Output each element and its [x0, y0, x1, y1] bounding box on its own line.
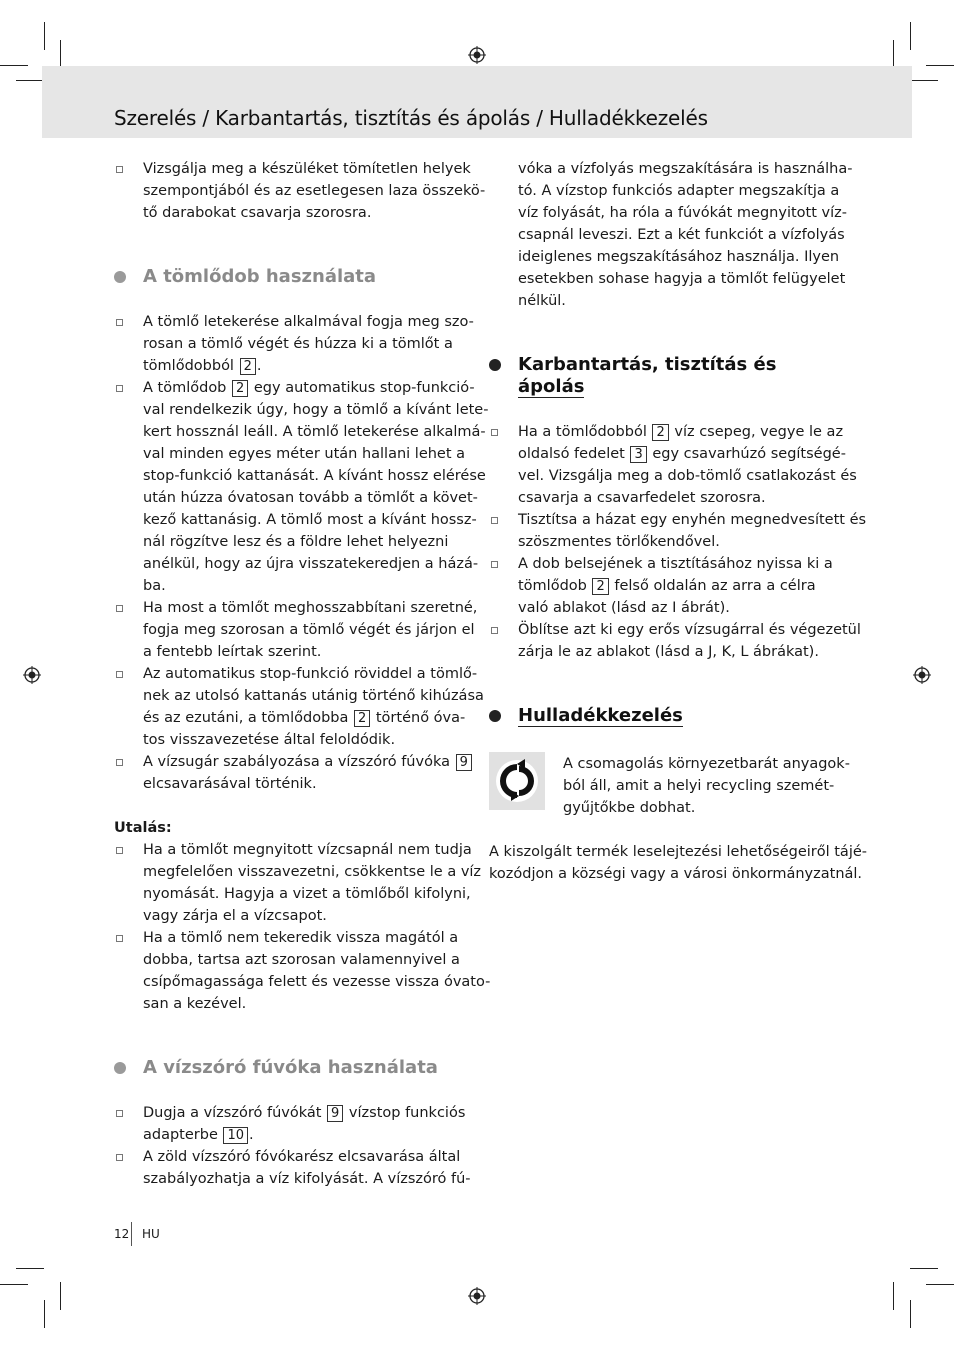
list-item: [114, 839, 482, 927]
text-line: ba.: [143, 578, 166, 594]
crop-mark: [910, 80, 938, 81]
text-line: Öblítse azt ki egy erős vízsugárral és végezetül: [518, 622, 861, 638]
text-line: tos visszavezetése által feloldódik.: [143, 732, 396, 748]
crop-mark: [16, 80, 44, 81]
crosshair-icon: [468, 1287, 486, 1305]
list-item: [489, 619, 861, 663]
checkbox-bullet-icon: [116, 605, 123, 612]
page-number: 12: [114, 1227, 130, 1241]
checkbox-bullet-icon: [116, 166, 123, 173]
crop-mark: [926, 65, 954, 66]
text-line: val rendelkezik úgy, hogy a tömlő a kívánt lete-: [143, 402, 489, 418]
text-line: Tisztítsa a házat egy enyhén megnedvesített és: [518, 512, 867, 528]
checkbox-bullet-icon: [491, 517, 498, 524]
list-item: Az automatikus stop-funkció röviddel a tömlő- nek az utolsó kattanás utánig történő kihúzása és az ezutáni, a tömlődobba 2 történő óva- tos visszavezetése által feloldódik.: [114, 663, 466, 751]
section-heading: Hulladékkezelés: [489, 705, 841, 727]
list-item: [114, 1146, 471, 1190]
text-line: Ha most a tömlőt meghosszabbítani szeretné,: [143, 600, 478, 616]
text-line: csavarja a csavarfedelet szorosra.: [518, 490, 766, 506]
bullet-dot-icon: [114, 271, 126, 283]
text-line: nál rögzítve lesz és a földre lehet helyezni: [143, 534, 449, 550]
text-line: zárja le az ablakot (lásd a J, K, L ábrákat).: [518, 644, 819, 660]
text-line: víz folyását, ha róla a fúvókát megnyitott víz-: [518, 205, 847, 221]
text-line: A kiszolgált termék leselejtezési lehetőségeiről tájé-: [489, 844, 867, 860]
crop-mark: [60, 40, 61, 68]
text-line: csípőmagassága felett és vezesse vissza óvato-: [143, 974, 491, 990]
text-line: esetekben sohase hagyja a tömlőt felügyelet: [518, 271, 846, 287]
checkbox-bullet-icon: [116, 935, 123, 942]
text-line: tő darabokat csavarja szorosra.: [143, 205, 372, 221]
language-code: HU: [142, 1227, 160, 1241]
text-line: szöszmentes törlőkendővel.: [518, 534, 720, 550]
text-line: elcsavarásával történik.: [143, 776, 317, 792]
text-line: nélkül.: [518, 293, 566, 309]
text-line: A csomagolás környezetbarát anyagok-: [563, 756, 850, 772]
text-line: ból áll, amit a helyi recycling szemét-: [563, 778, 835, 794]
list-item: A vízsugár szabályozása a vízszóró fúvóka 9 elcsavarásával történik.: [114, 751, 466, 795]
crop-mark: [893, 40, 894, 68]
crop-mark: [910, 22, 911, 50]
text-line: tó. A vízstop funkciós adapter megszakítja a: [518, 183, 840, 199]
note-label: Utalás:: [114, 820, 172, 836]
text-line: vel. Vizsgálja meg a dob-tömlő csatlakozást és: [518, 468, 857, 484]
list-item: [114, 927, 491, 1015]
checkbox-bullet-icon: [116, 759, 123, 766]
checkbox-bullet-icon: [116, 847, 123, 854]
list: [489, 421, 867, 663]
text-line: kező kattanásig. A tömlő most a kívánt hossz-: [143, 512, 477, 528]
text-line: san a kezével.: [143, 996, 247, 1012]
footer-divider: [131, 1222, 132, 1246]
text-line: a fentebb leírtak szerint.: [143, 644, 322, 660]
list-item: A dob belsejének a tisztításához nyissa ki a tömlődob 2 felső oldalán az arra a célra való ablakot (lásd az I ábrát).: [489, 553, 841, 619]
bullet-dot-icon: [489, 710, 501, 722]
ref-number: 2: [232, 380, 248, 397]
crop-mark: [0, 65, 28, 66]
checkbox-bullet-icon: [116, 319, 123, 326]
disposal-paragraph: [489, 841, 867, 885]
text-line: szempontjából és az esetlegesen laza összekö-: [143, 183, 486, 199]
checkbox-bullet-icon: [116, 1154, 123, 1161]
bullet-dot-icon: [114, 1062, 126, 1074]
checkbox-bullet-icon: [491, 429, 498, 436]
list-item: Dugja a vízszóró fúvókát 9 vízstop funkciós adapterbe 10 .: [114, 1102, 466, 1146]
ref-number: 10: [223, 1127, 248, 1144]
text-line: vóka a vízfolyás megszakítására is használha-: [518, 161, 853, 177]
list-item: A tömlő letekerése alkalmával fogja meg szo- rosan a tömlő végét és húzza ki a tömlőt a tömlődobból 2 .: [114, 311, 466, 377]
text-line: után húzza óvatosan tovább a tömlőt a követ-: [143, 490, 478, 506]
list-item: [114, 597, 478, 663]
list-item: Ha a tömlődobból 2 víz csepeg, vegye le az oldalsó fedelet 3 egy csavarhúzó segítségé- vel. Vizsgálja meg a dob-tömlő csatlakozást és csavarja a csavarfedelet szorosra.: [489, 421, 841, 509]
checkbox-bullet-icon: [116, 671, 123, 678]
text-line: Ha a tömlő nem tekeredik vissza magától a: [143, 930, 459, 946]
section-heading: A vízszóró fúvóka használata: [114, 1057, 466, 1079]
text-line: anélkül, hogy az újra visszatekeredjen a házá-: [143, 556, 479, 572]
crosshair-icon: [468, 46, 486, 64]
crop-mark: [910, 1300, 911, 1328]
ref-number: 2: [240, 358, 256, 375]
text-line: ideiglenes megszakításához használja. Ilyen: [518, 249, 840, 265]
crop-mark: [60, 1282, 61, 1310]
text-line: kozódjon a községi vagy a városi önkormányzatnál.: [489, 866, 863, 882]
text-line: A zöld vízszóró fóvókarész elcsavarása által: [143, 1149, 461, 1165]
section-heading: Karbantartás, tisztítás és ápolás: [489, 354, 841, 398]
list-item: [489, 509, 867, 553]
text-line: szabályozhatja a víz kifolyását. A vízszóró fú-: [143, 1171, 471, 1187]
section-heading: A tömlődob használata: [114, 266, 466, 288]
crop-mark: [926, 1284, 954, 1285]
text-line: való ablakot (lásd az I ábrát).: [518, 600, 730, 616]
crop-mark: [893, 1282, 894, 1310]
crosshair-icon: [23, 666, 41, 684]
list-item: A tömlődob 2 egy automatikus stop-funkció- val rendelkezik úgy, hogy a tömlő a kívánt lete- kert hossznál leáll. A tömlő letekerése alkalmá- val minden egyes méter után hallani lehet a stop-funkció kattanását. A kívánt hossz elérése után húzza óvatosan tovább a tömlőt a követ- kező kattanásig. A tömlő most a kívánt hossz- nál rögzítve lesz és a földre lehet helyezni anélkül, hogy az újra visszatekeredjen a házá- ba.: [114, 377, 466, 597]
left-column: [114, 158, 491, 1190]
crop-mark: [16, 1268, 44, 1269]
text-line: fogja meg szorosan a tömlő végét és járjon el: [143, 622, 475, 638]
ref-number: 2: [652, 424, 668, 441]
checkbox-bullet-icon: [116, 1110, 123, 1117]
green-dot-icon: [489, 752, 545, 810]
crop-mark: [44, 1300, 45, 1328]
ref-number: 3: [630, 446, 646, 463]
crop-mark: [44, 22, 45, 50]
ref-number: 9: [327, 1105, 343, 1122]
checkbox-bullet-icon: [116, 385, 123, 392]
ref-number: 2: [354, 710, 370, 727]
checkbox-bullet-icon: [491, 627, 498, 634]
text-line: A tömlő letekerése alkalmával fogja meg szo-: [143, 314, 474, 330]
note-list: [114, 839, 491, 1015]
text-line: A dob belsejének a tisztításához nyissa ki a: [518, 556, 833, 572]
text-line: val minden egyes méter után hallani lehet a: [143, 446, 466, 462]
crosshair-icon: [913, 666, 931, 684]
text-line: Az automatikus stop-funkció röviddel a tömlő-: [143, 666, 478, 682]
text-line: tömlődobból: [143, 358, 234, 374]
list-item: [114, 158, 486, 224]
text-line: gyűjtőkbe dobhat.: [563, 800, 696, 816]
text-line: nek az utolsó kattanás utánig történő kihúzása: [143, 688, 484, 704]
text-line: rosan a tömlő végét és húzza ki a tömlőt a: [143, 336, 453, 352]
ref-number: 2: [592, 578, 608, 595]
text-line: megfelelően visszavezetni, csökkentse le a víz: [143, 864, 482, 880]
list: [114, 1102, 471, 1190]
text-line: kert hossznál leáll. A tömlő letekerése alkalmá-: [143, 424, 486, 440]
checkbox-bullet-icon: [491, 561, 498, 568]
text-line: stop-funkció kattanását. A kívánt hossz elérése: [143, 468, 486, 484]
crop-mark: [0, 1284, 28, 1285]
continuation-paragraph: [489, 158, 853, 312]
text-line: Vizsgálja meg a készüléket tömítetlen helyek: [143, 161, 471, 177]
page-title: Szerelés / Karbantartás, tisztítás és ápolás / Hulladékkezelés: [114, 106, 708, 130]
ref-number: 9: [456, 754, 472, 771]
text-line: vagy zárja el a vízcsapot.: [143, 908, 327, 924]
text-line: Ha a tömlőt megnyitott vízcsapnál nem tudja: [143, 842, 472, 858]
list: [114, 311, 489, 795]
text-line: dobba, tartsa azt szorosan valamennyivel a: [143, 952, 460, 968]
crop-mark: [910, 1268, 938, 1269]
text-line: csapnál leveszi. Ezt a két funkciót a vízfolyás: [518, 227, 845, 243]
bullet-dot-icon: [489, 359, 501, 371]
text-line: nyomását. Hagyja a vizet a tömlőből kifolyni,: [143, 886, 471, 902]
